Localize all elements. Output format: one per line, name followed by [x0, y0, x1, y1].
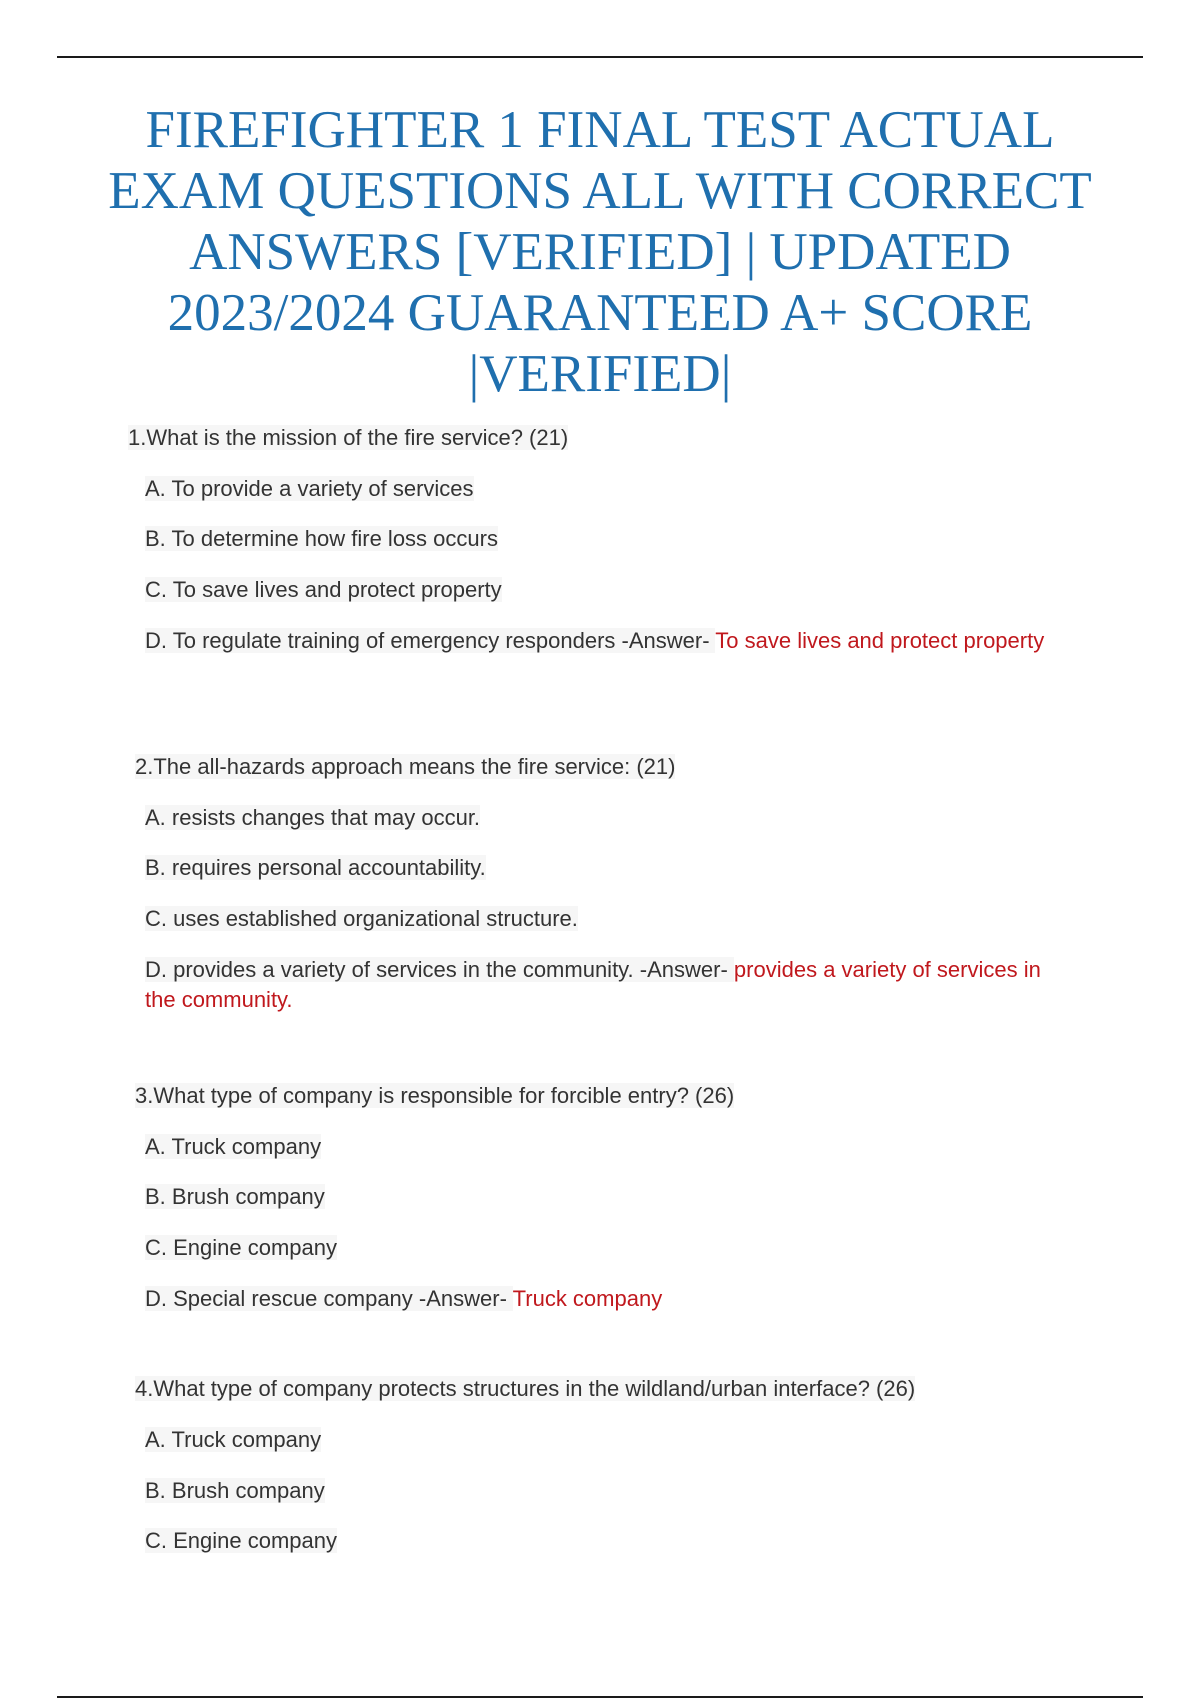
bottom-rule [57, 1696, 1143, 1698]
question-3-option-b [145, 1182, 1065, 1212]
question-1-option-c [145, 575, 1065, 605]
question-2-option-a [145, 803, 1065, 833]
question-2-option-d [145, 955, 1070, 1015]
question-1-option-b [145, 524, 1065, 554]
question-2 [135, 752, 1075, 782]
option-text: D. Special rescue company [145, 1286, 413, 1311]
question-text: 4.What type of company protects structures in the wildland/urban interface? (26) [135, 1376, 916, 1401]
top-rule [57, 56, 1143, 58]
question-3-option-d [145, 1284, 1070, 1314]
option-text: C. Engine company [145, 1528, 337, 1553]
question-2-option-c [145, 904, 1065, 934]
question-text: 2.The all-hazards approach means the fire service: (21) [135, 754, 676, 779]
answer-prefix: -Answer- [633, 957, 734, 982]
question-4-option-c [145, 1526, 1065, 1556]
option-text: A. To provide a variety of services [145, 476, 474, 501]
answer-prefix: -Answer- [615, 628, 716, 653]
option-text: B. Brush company [145, 1478, 325, 1503]
question-3-option-c [145, 1233, 1065, 1263]
option-text: C. uses established organizational structure. [145, 906, 578, 931]
option-text: D. To regulate training of emergency responders [145, 628, 616, 653]
option-text: A. Truck company [145, 1134, 322, 1159]
correct-answer: Truck company [512, 1286, 663, 1311]
question-4-option-b [145, 1476, 1065, 1506]
question-3 [135, 1081, 1075, 1111]
question-1-option-a [145, 474, 1065, 504]
option-text: A. Truck company [145, 1427, 322, 1452]
option-text: B. requires personal accountability. [145, 855, 486, 880]
option-text: A. resists changes that may occur. [145, 805, 481, 830]
question-text: 1.What is the mission of the fire service? (21) [128, 425, 569, 450]
question-text: 3.What type of company is responsible for forcible entry? (26) [135, 1083, 735, 1108]
document-title: FIREFIGHTER 1 FINAL TEST ACTUAL EXAM QUESTIONS ALL WITH CORRECT ANSWERS [VERIFIED] | UPDATED 2023/2024 GUARANTEED A+ SCORE |VERIFIED| [108, 101, 1092, 403]
answer-prefix: -Answer- [412, 1286, 513, 1311]
option-text: B. To determine how fire loss occurs [145, 526, 498, 551]
question-2-option-b [145, 853, 1065, 883]
question-1 [128, 423, 1068, 453]
option-text: D. provides a variety of services in the community. [145, 957, 634, 982]
correct-answer: provides a variety of services in the community. [145, 957, 1041, 1012]
option-text: C. To save lives and protect property [145, 577, 502, 602]
correct-answer: To save lives and protect property [715, 628, 1045, 653]
question-3-option-a [145, 1132, 1065, 1162]
option-text: B. Brush company [145, 1184, 325, 1209]
question-4 [135, 1374, 1075, 1404]
option-text: C. Engine company [145, 1235, 337, 1260]
question-4-option-a [145, 1425, 1065, 1455]
question-1-option-d [145, 626, 1070, 656]
